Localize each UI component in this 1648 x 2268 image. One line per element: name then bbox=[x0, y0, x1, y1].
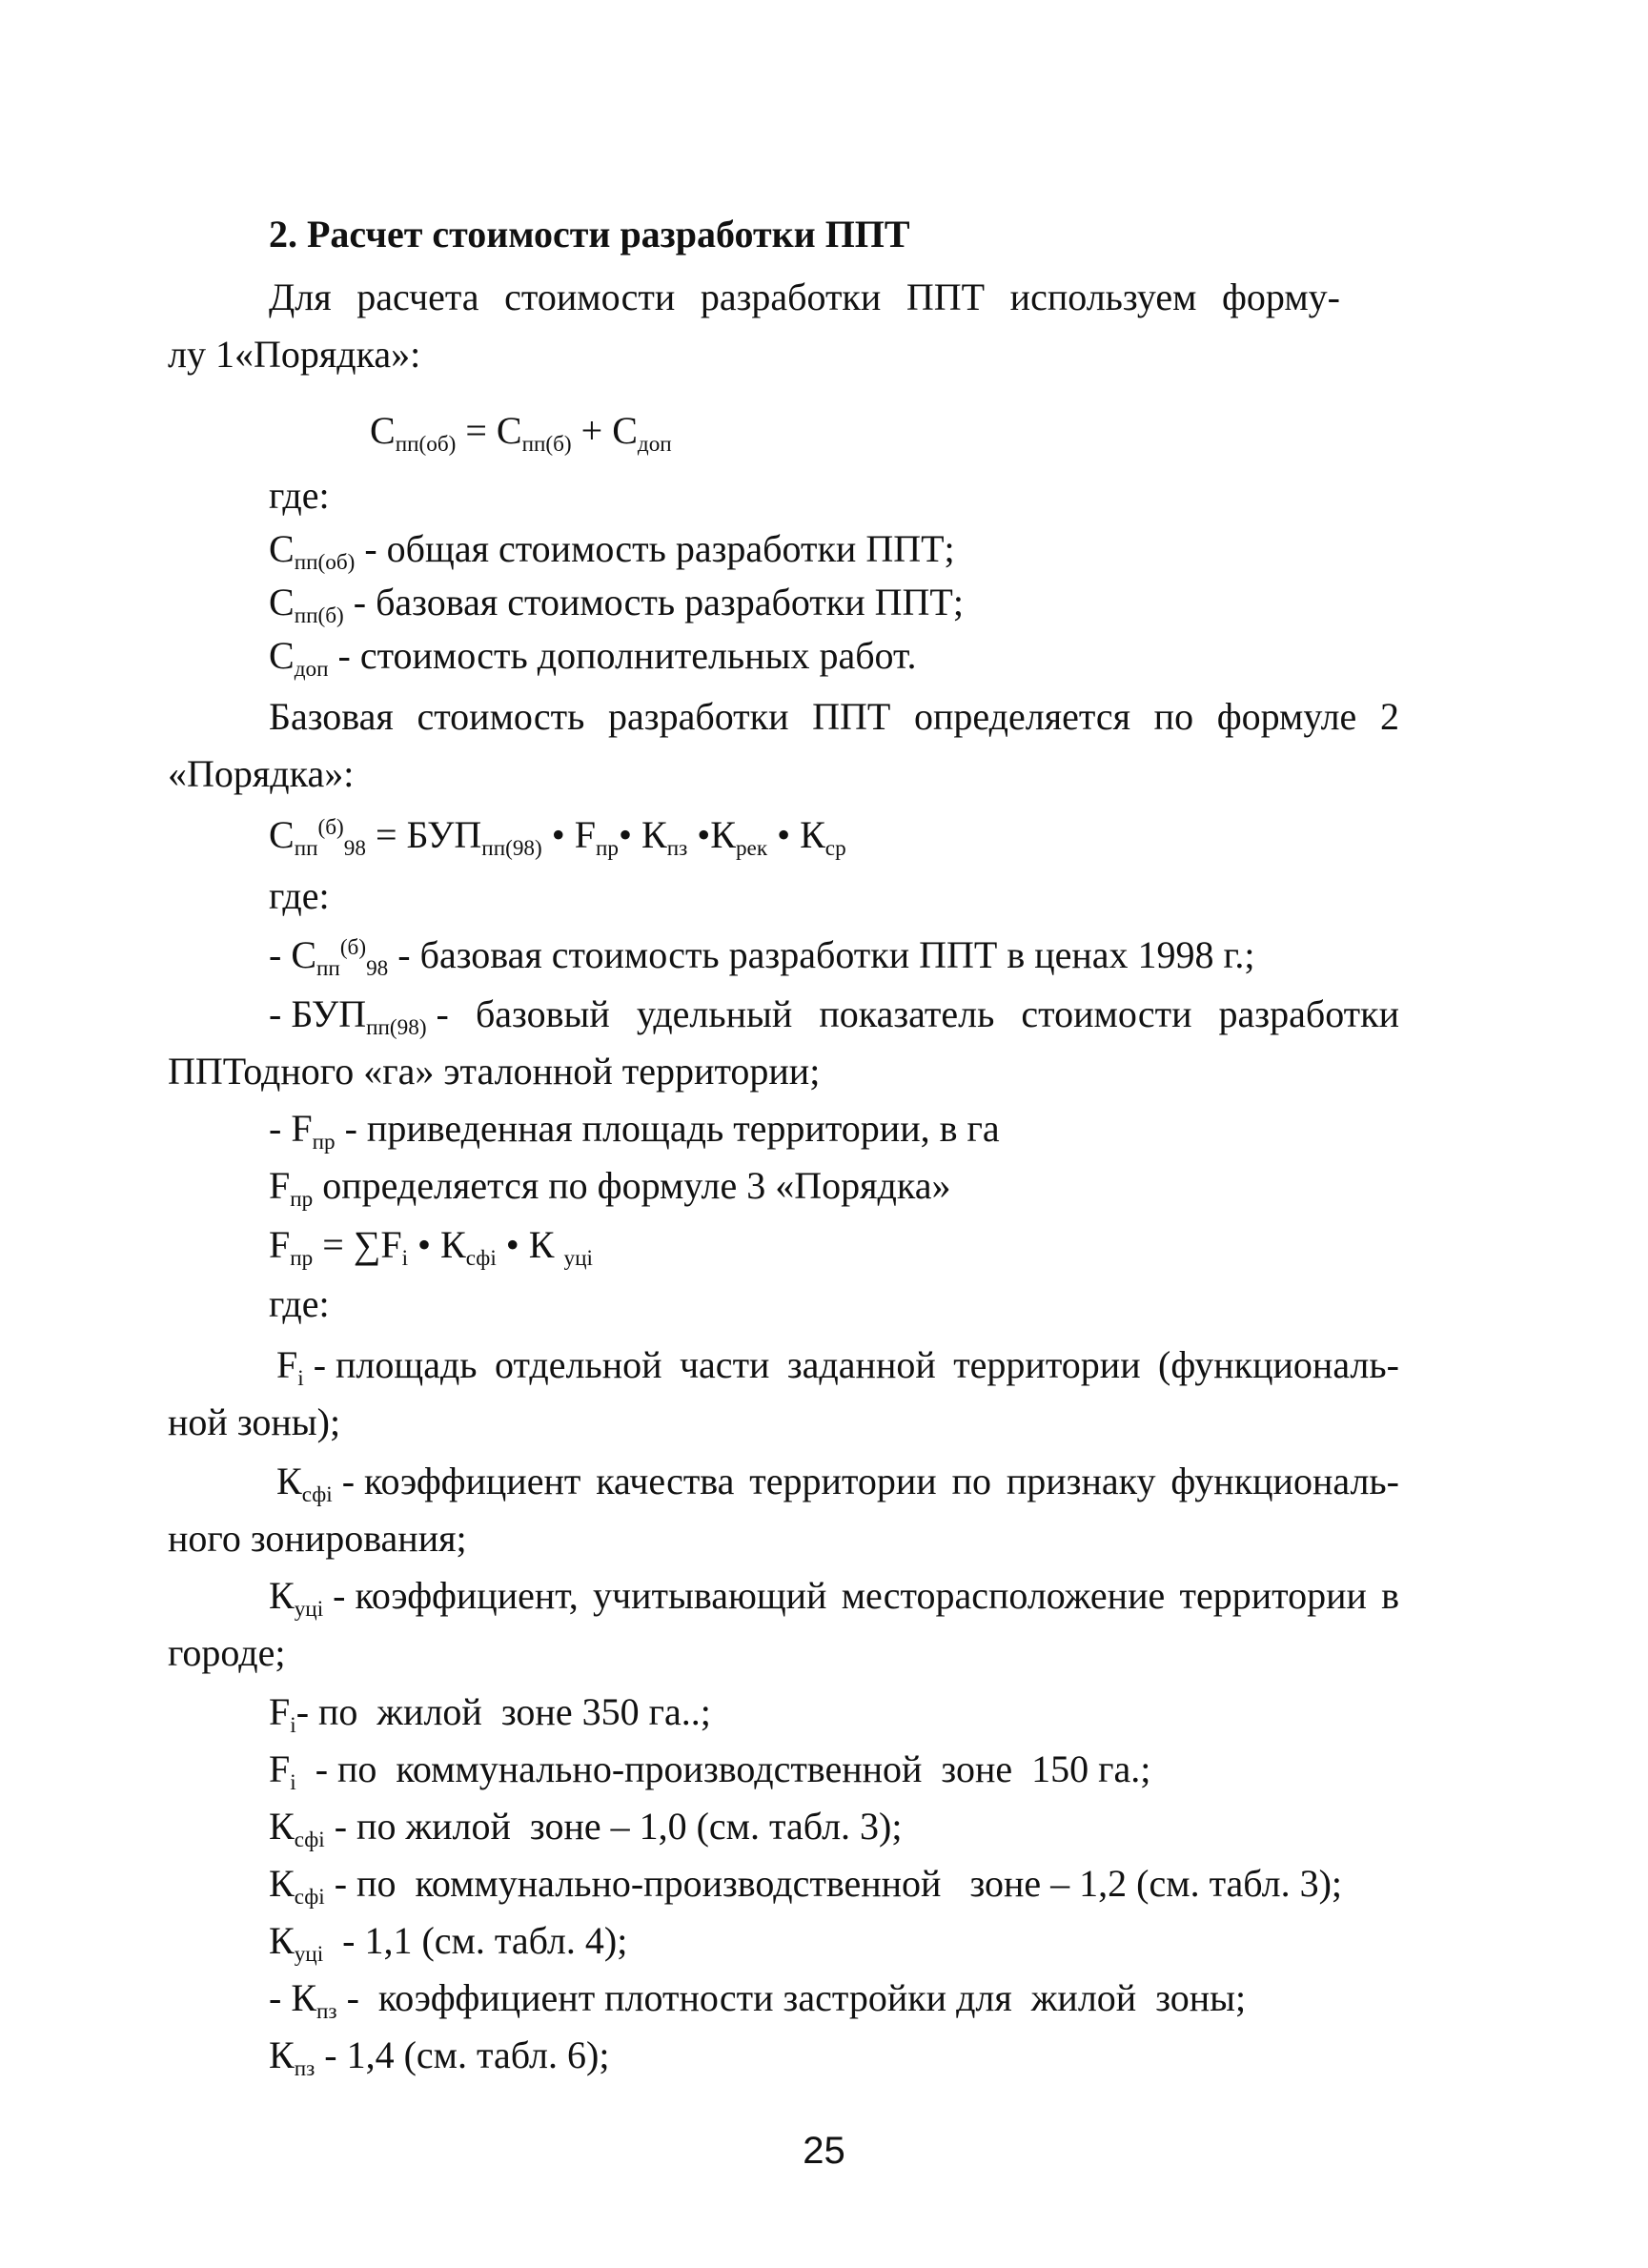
word: по bbox=[1153, 695, 1194, 738]
word: формуле bbox=[1216, 695, 1357, 738]
definition-line: $К_{сфi}$ - коэффициент качества территории по признаку функциональ- bbox=[276, 1460, 1399, 1508]
where-label: где: bbox=[269, 874, 330, 917]
definition-line: ной зоны); bbox=[168, 1400, 341, 1443]
word: Базовая bbox=[269, 695, 394, 738]
definition-line: городе; bbox=[168, 1631, 286, 1674]
word: ППТ bbox=[905, 276, 986, 318]
word: ППТ bbox=[812, 695, 891, 738]
definition-line: $К_{уцi}$ - коэффициент, учитывающий месторасположение территории в bbox=[269, 1574, 1399, 1623]
word: стоимости bbox=[504, 276, 676, 318]
definition-line: - $БУП_{пп(98)}$ - базовый удельный показатель стоимости разработки bbox=[269, 992, 1399, 1041]
where-label: где: bbox=[269, 474, 330, 517]
paragraph-line bbox=[269, 694, 1399, 740]
value-line: - $К_{пз}$ - коэффициент плотности застройки для жилой зоны; bbox=[269, 1976, 1247, 2025]
value-line: $F_i-$ по жилой зоне 350 га..; bbox=[269, 1690, 711, 1739]
definition-line: $F_{пр}$ определяется по формуле 3 «Порядка» bbox=[269, 1164, 951, 1213]
word: разработки bbox=[608, 695, 789, 738]
definition-line: $С_{пп(об)}$ - общая стоимость разработки ППТ; bbox=[269, 527, 955, 576]
value-line: $К_{уцi} - 1,1$ (см. табл. 4); bbox=[269, 1919, 628, 1968]
word: форму- bbox=[1222, 276, 1340, 318]
page-number: 25 bbox=[803, 2130, 845, 2172]
where-label: где: bbox=[269, 1282, 330, 1325]
word: определяется bbox=[914, 695, 1130, 738]
value-line: $К_{сфi}$ - по коммунально-производственной зоне – 1,2 (см. табл. 3); bbox=[269, 1862, 1343, 1910]
word: разработки bbox=[700, 276, 882, 318]
definition-line: - $F_{пр}$ - приведенная площадь территории, в га bbox=[269, 1107, 1000, 1155]
formula-total-cost: $С_{пп(об)} = С_{пп(б)} + С_{доп}$ bbox=[370, 409, 672, 458]
value-line: $F_i$ - по коммунально-производственной зоне 150 га.; bbox=[269, 1747, 1151, 1796]
paragraph-line: лу 1«Порядка»: bbox=[168, 333, 421, 376]
word: используем bbox=[1009, 276, 1197, 318]
definition-line: $F_i$ - площадь отдельной части заданной территории (функциональ- bbox=[276, 1343, 1399, 1392]
formula-base-cost: $С_{пп}^{(б)}_{98} = БУП_{пп(98)}$ • $F_{пр}•$ $К_{пз}$ $•К_{рек}$ • $К_{ср}$ bbox=[269, 813, 846, 862]
value-line: $К_{сфi}$ - по жилой зоне – 1,0 (см. табл. 3); bbox=[269, 1805, 903, 1853]
definition-line: $С_{доп}$ - стоимость дополнительных работ. bbox=[269, 634, 917, 683]
paragraph-line: «Порядка»: bbox=[168, 752, 355, 795]
formula-reduced-area: $F_{пр} = \sum F_i$ • $К_{сфi}$ • К $_{уцi}$ bbox=[269, 1223, 593, 1272]
definition-line: - $С_{пп}^{(б)}_{98}$ - базовая стоимость разработки ППТ в ценах 1998 г.; bbox=[269, 933, 1255, 982]
definition-line: ного зонирования; bbox=[168, 1517, 467, 1560]
word: Для bbox=[269, 276, 332, 318]
definition-line: $С_{пп(б)}$ - базовая стоимость разработки ППТ; bbox=[269, 581, 964, 629]
section-heading: 2. Расчет стоимости разработки ППТ bbox=[269, 213, 910, 255]
word: стоимость bbox=[417, 695, 585, 738]
definition-line: ППТодного «га» эталонной территории; bbox=[168, 1050, 821, 1093]
word: расчета bbox=[356, 276, 479, 318]
word: 2 bbox=[1379, 695, 1399, 738]
paragraph-line bbox=[269, 275, 1340, 320]
value-line: $К_{пз} - 1,4$ (см. табл. 6); bbox=[269, 2033, 610, 2082]
